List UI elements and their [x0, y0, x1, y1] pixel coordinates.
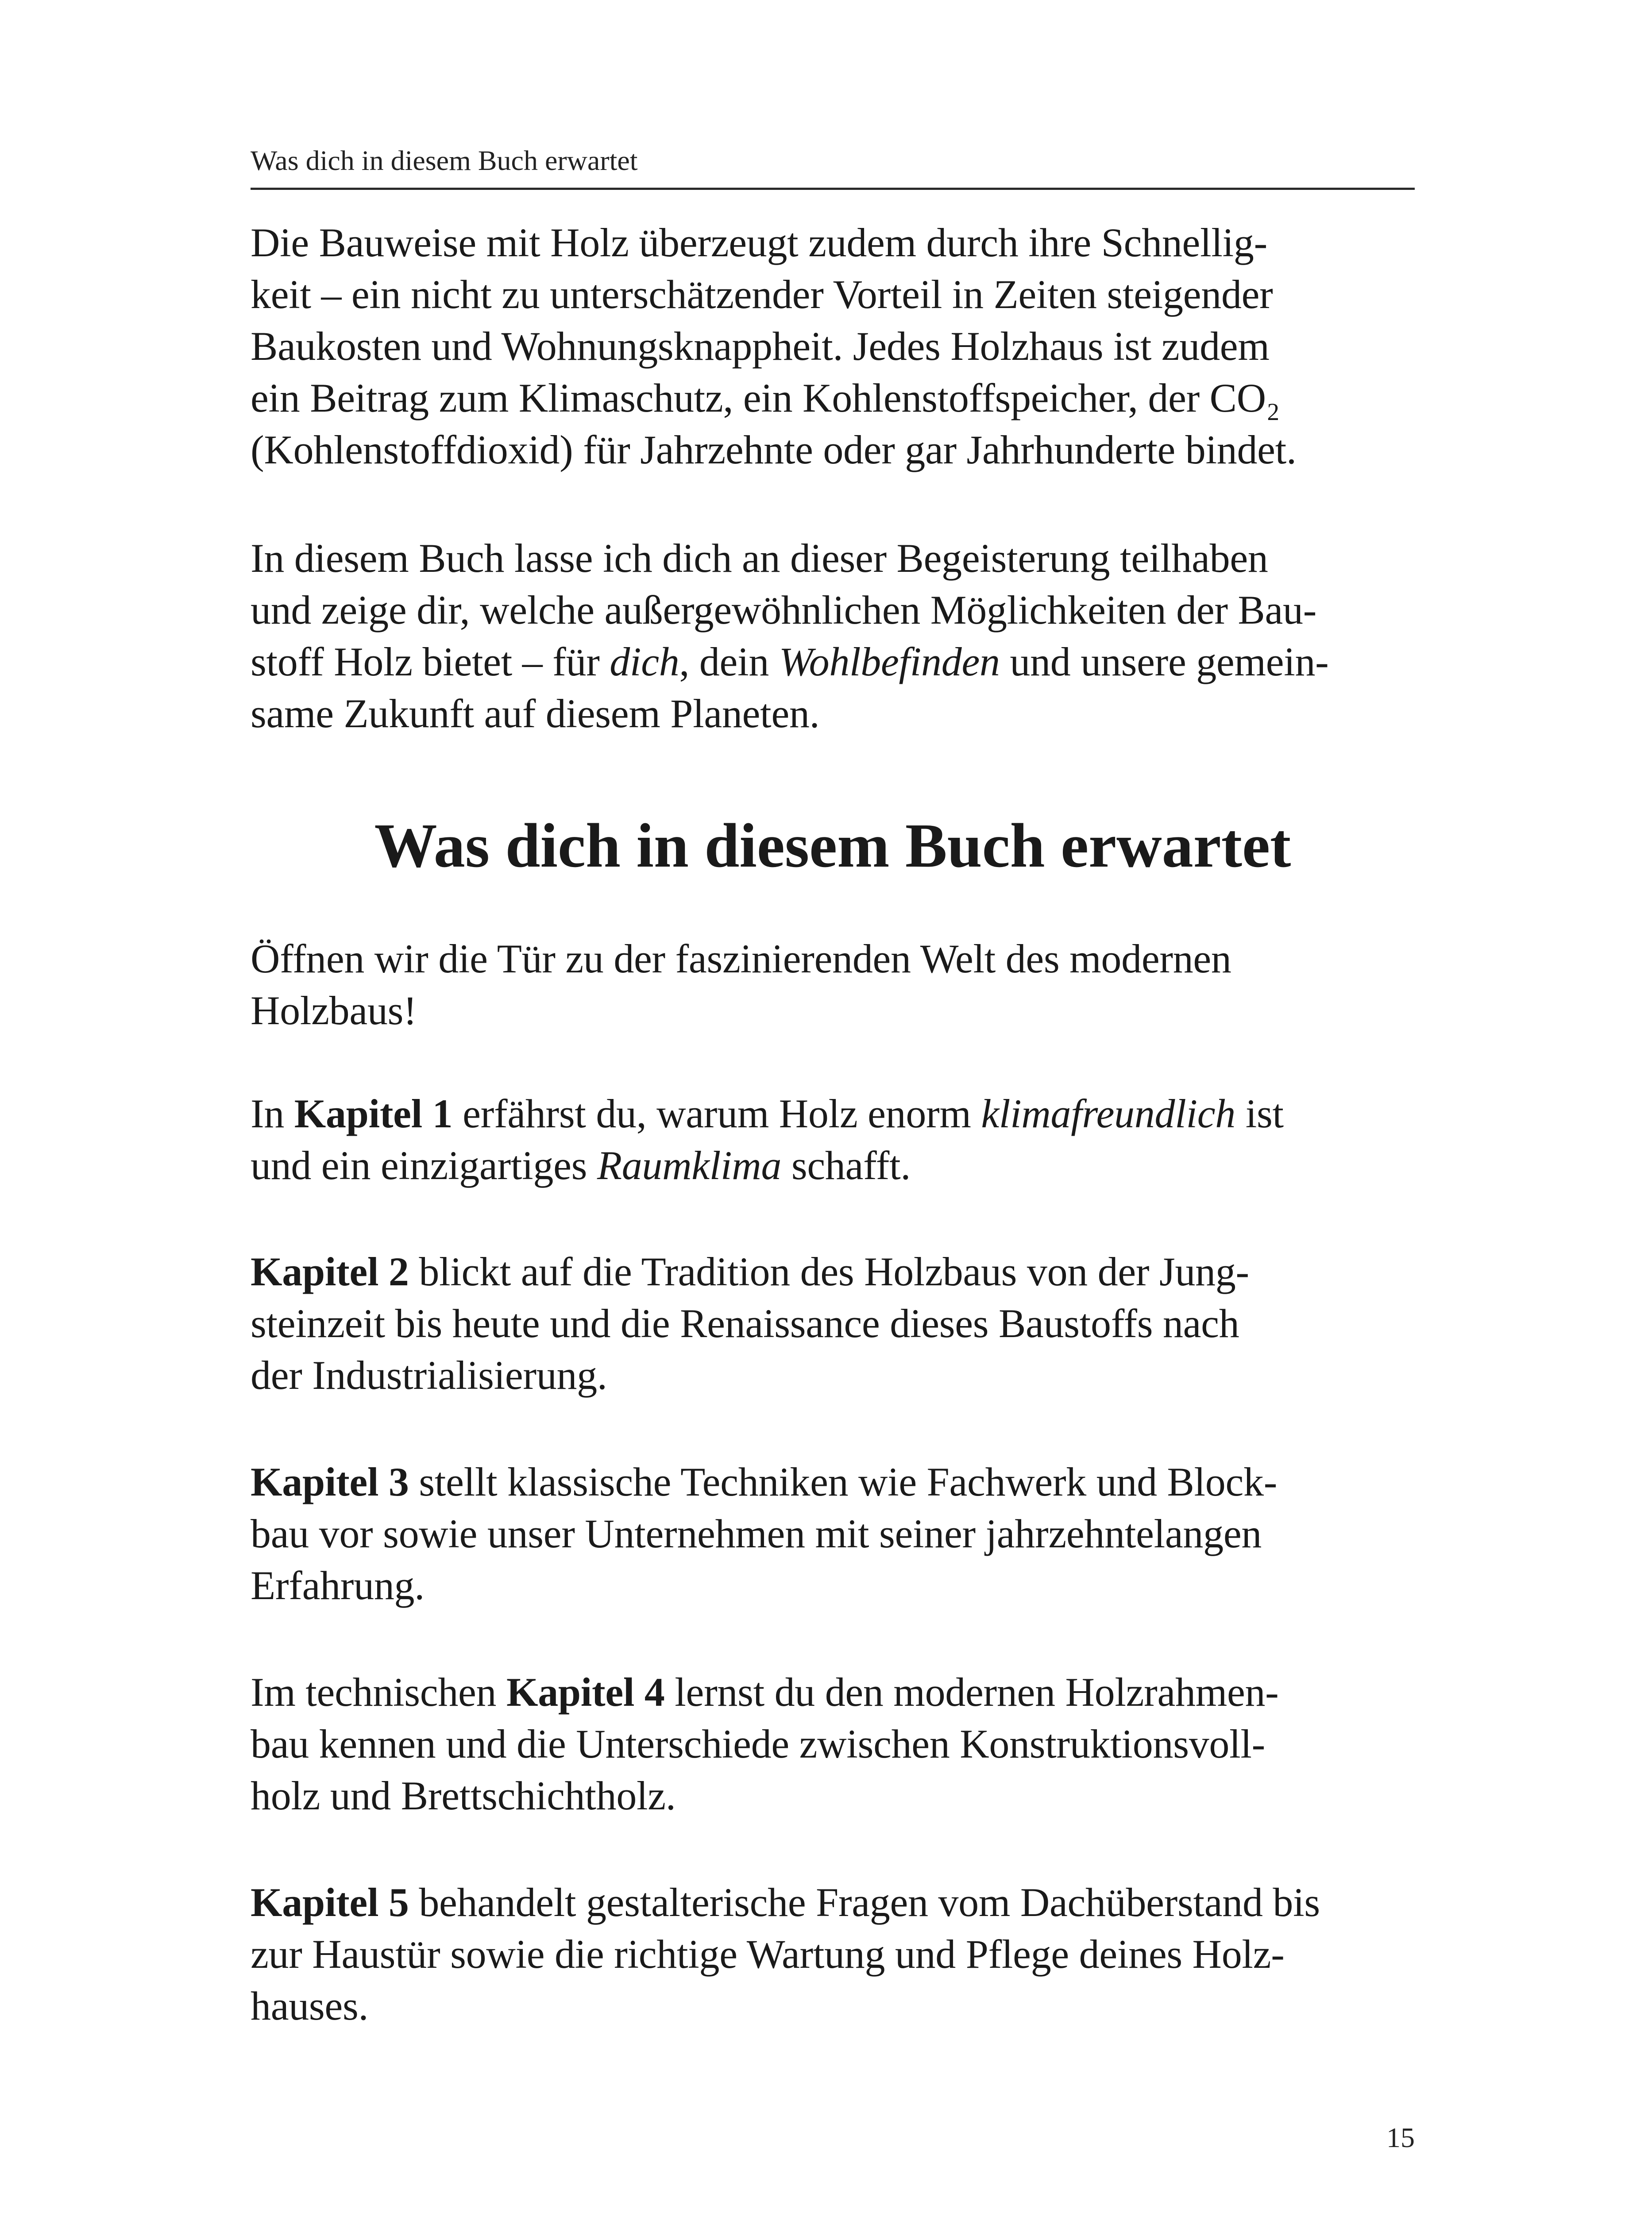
text-fragment: lernst du den modernen Holzrahmen- [664, 1669, 1279, 1715]
page-number: 15 [1386, 2122, 1415, 2153]
text-fragment: erfährst du, warum Holz enorm [452, 1091, 981, 1136]
text-line: bau vor sowie unser Unternehmen mit seiner jahrzehntelangen [251, 1511, 1262, 1556]
paragraph-kapitel-3 [251, 1456, 1415, 1612]
text-line: der Industrialisierung. [251, 1353, 607, 1398]
emphasis-raumklima: Raumklima [597, 1143, 782, 1188]
emphasis-wohlbefinden: Wohlbefinden [779, 639, 1000, 684]
text-fragment: schafft. [781, 1143, 911, 1188]
paragraph-kapitel-4 [251, 1666, 1415, 1822]
text-line: keit – ein nicht zu unterschätzender Vorteil in Zeiten steigender [251, 272, 1273, 317]
text-line: In diesem Buch lasse ich dich an dieser Begeisterung teilhaben [251, 536, 1268, 581]
chapter-label: Kapitel 3 [251, 1459, 409, 1504]
section-heading: Was dich in diesem Buch erwartet [374, 810, 1291, 880]
running-header: Was dich in diesem Buch erwartet [251, 145, 638, 176]
chapter-label: Kapitel 5 [251, 1880, 409, 1925]
paragraph-kapitel-5 [251, 1877, 1415, 2032]
text-line: holz und Brettschichtholz. [251, 1773, 676, 1818]
paragraph-speed-climate [251, 217, 1415, 476]
text-line: Die Bauweise mit Holz überzeugt zudem durch ihre Schnellig- [251, 220, 1267, 265]
text-fragment: Im technischen [251, 1669, 506, 1715]
text-line: same Zukunft auf diesem Planeten. [251, 691, 820, 736]
text-line: zur Haustür sowie die richtige Wartung und Pflege deines Holz- [251, 1932, 1285, 1977]
text-line: und zeige dir, welche außergewöhnlichen Möglichkeiten der Bau- [251, 587, 1317, 632]
text-fragment: ist [1235, 1091, 1284, 1136]
text-line: Öffnen wir die Tür zu der faszinierenden Welt des modernen [251, 936, 1231, 981]
text-line: Erfahrung. [251, 1563, 425, 1608]
text-line: (Kohlenstoffdioxid) für Jahrzehnte oder gar Jahrhunderte bindet. [251, 427, 1297, 472]
chapter-label: Kapitel 4 [506, 1669, 665, 1715]
text-line: ein Beitrag zum Klimaschutz, ein Kohlenstoffspeicher, der CO₂ [251, 375, 1280, 420]
paragraph-enthusiasm [251, 532, 1415, 740]
text-line: bau kennen und die Unterschiede zwischen Konstruktionsvoll- [251, 1721, 1265, 1766]
chapter-label: Kapitel 1 [294, 1091, 453, 1136]
text-fragment: stellt klassische Techniken wie Fachwerk und Block- [409, 1459, 1278, 1504]
emphasis-klimafreundlich: klimafreundlich [981, 1091, 1235, 1136]
text-fragment: stoff Holz bietet – für [251, 639, 610, 684]
text-fragment: , dein [679, 639, 779, 684]
paragraph-kapitel-2 [251, 1246, 1415, 1401]
text-fragment: behandelt gestalterische Fragen vom Dachüberstand bis [409, 1880, 1320, 1925]
text-fragment: blickt auf die Tradition des Holzbaus von der Jung- [409, 1249, 1249, 1294]
text-line: Baukosten und Wohnungsknappheit. Jedes Holzhaus ist zudem [251, 324, 1270, 369]
text-fragment: In [251, 1091, 294, 1136]
paragraph-kapitel-1 [251, 1088, 1415, 1191]
text-line: Holzbaus! [251, 988, 417, 1033]
text-line: hauses. [251, 1983, 369, 2028]
header-rule [251, 188, 1415, 190]
text-fragment: und ein einzigartiges [251, 1143, 597, 1188]
paragraph-intro [251, 933, 1415, 1037]
emphasis-dich: dich [610, 639, 679, 684]
chapter-label: Kapitel 2 [251, 1249, 409, 1294]
text-line: steinzeit bis heute und die Renaissance dieses Baustoffs nach [251, 1301, 1239, 1346]
text-fragment: und unsere gemein- [1000, 639, 1329, 684]
